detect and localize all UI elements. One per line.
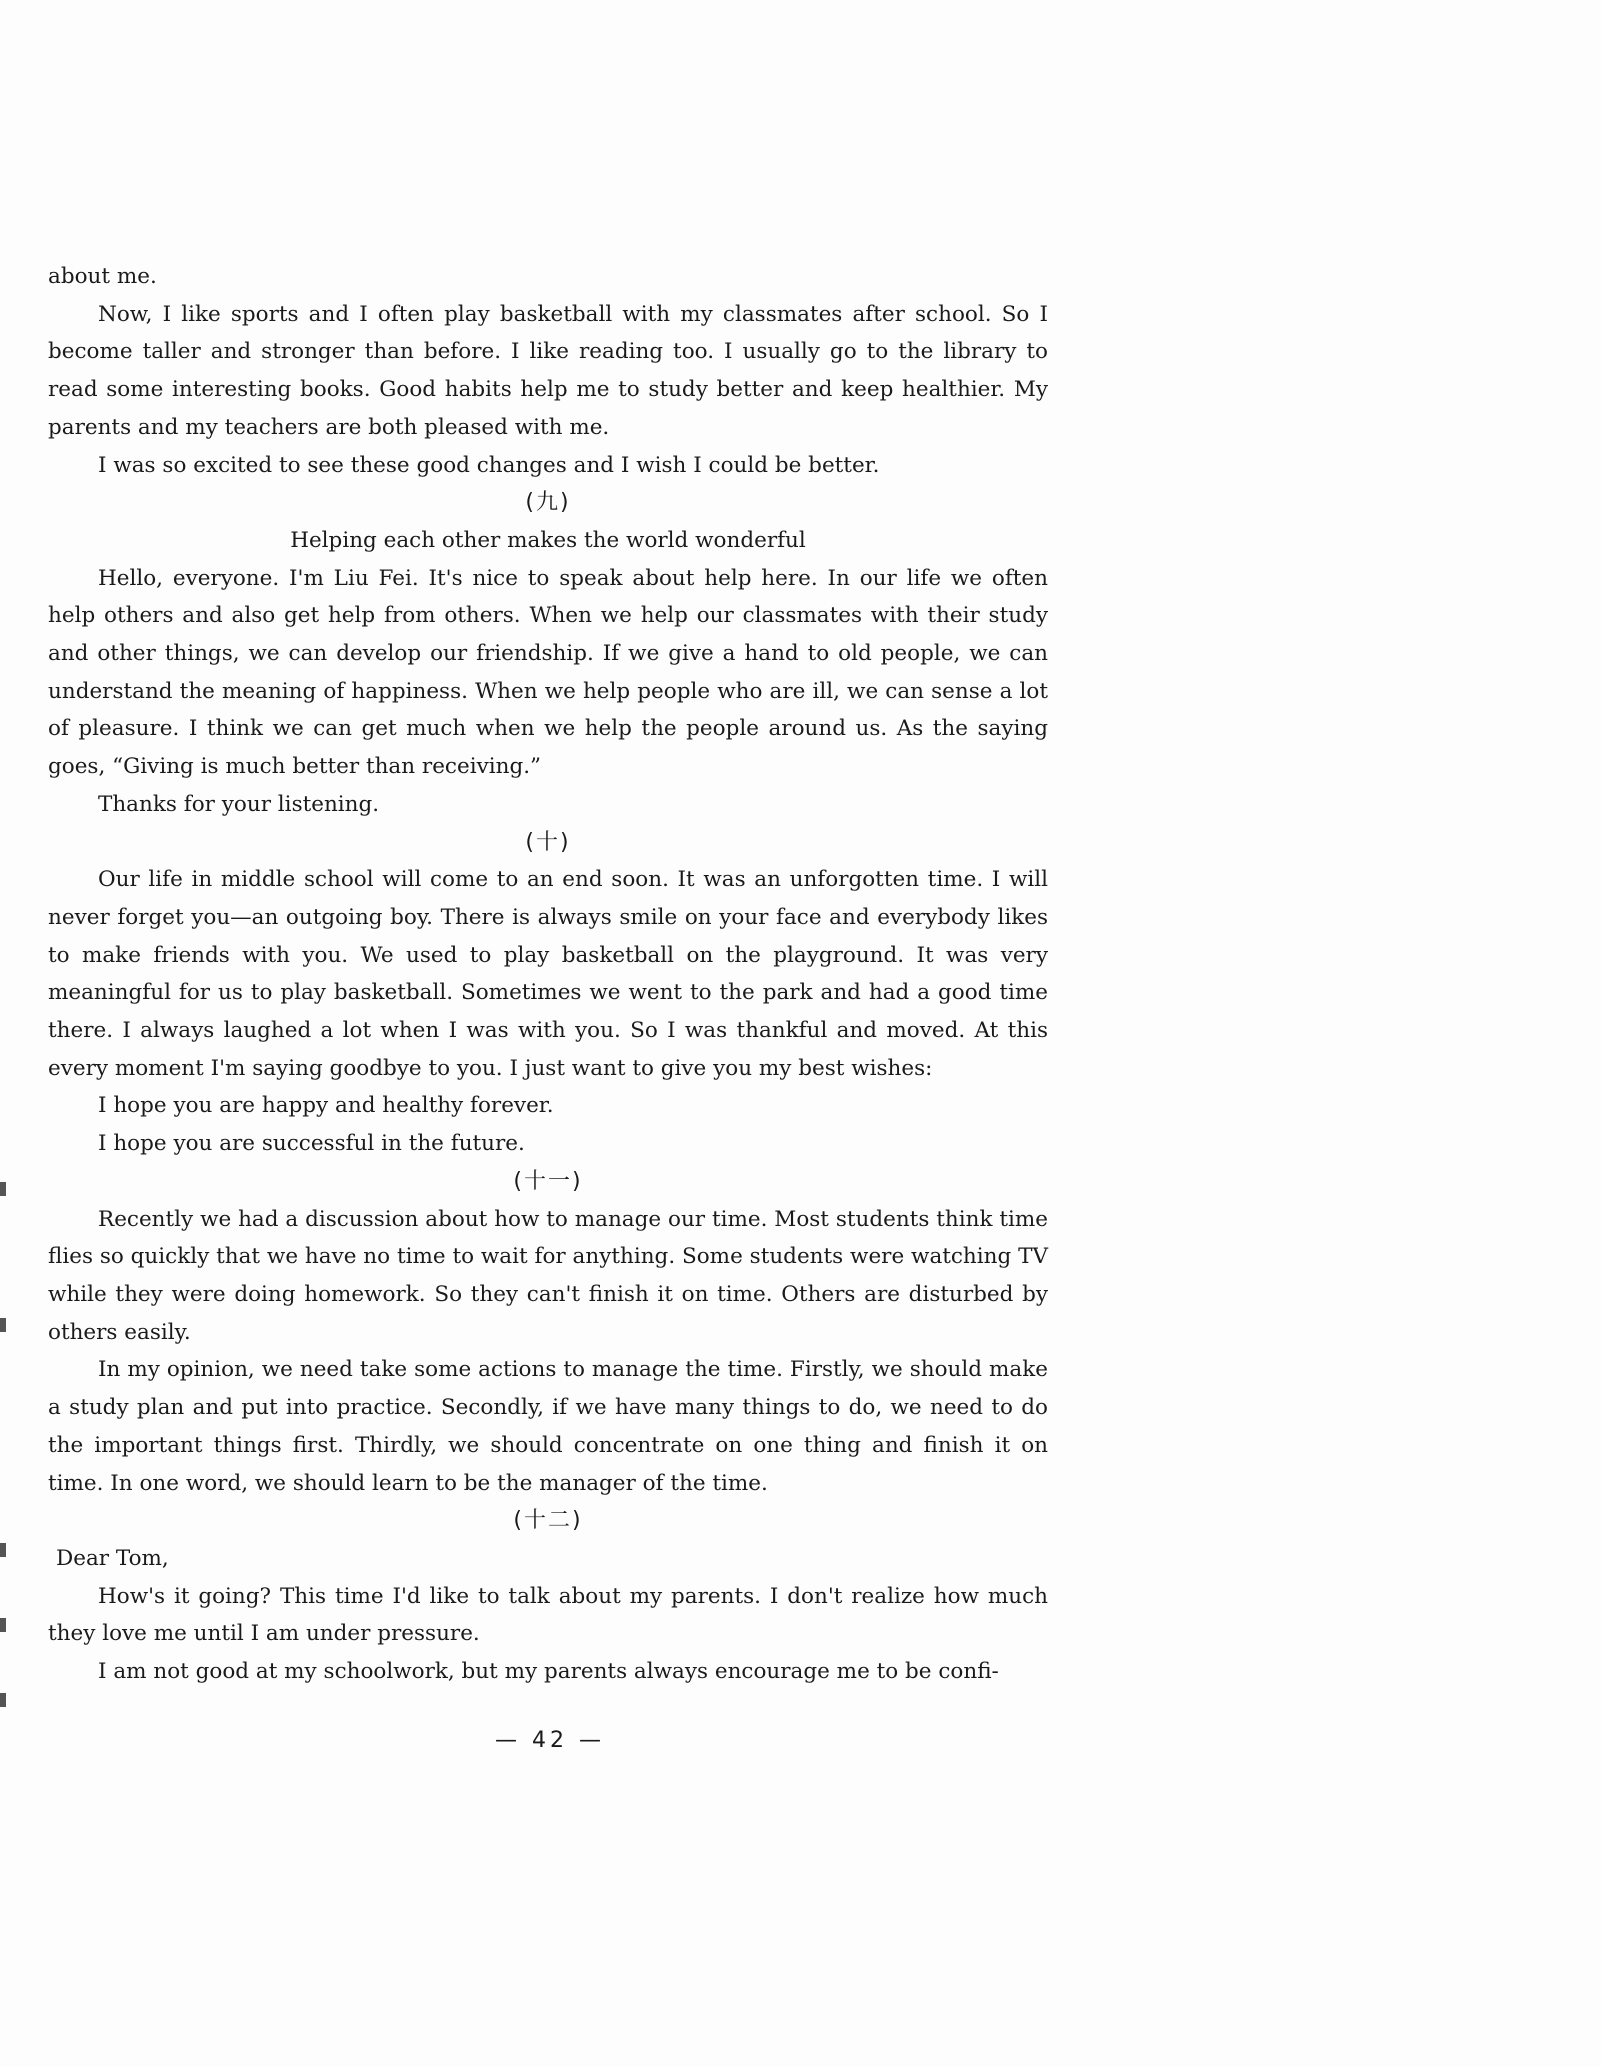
scan-edge-mark [0,1318,6,1332]
essay-title-helping: Helping each other makes the world wonderful [290,527,806,553]
section-heading-11: (十一) [513,1168,583,1194]
paragraph-time-discussion: Recently we had a discussion about how to manage our time. Most students think time flies so quickly that we have no time to wait for anything. Some students were watching TV while they were doing homework. So they can't finish it on time. Others are disturbed by others easily. [48,1206,1048,1345]
section-heading-12: (十二) [513,1508,583,1534]
paragraph-parents-love: How's it going? This time I'd like to talk about my parents. I don't realize how much they love me until I am under pressure. [48,1583,1048,1647]
paragraph-sports-reading: Now, I like sports and I often play basketball with my classmates after school. So I become taller and stronger than before. I like reading too. I usually go to the library to read some interesting books. Good habits help me to study better and keep healthier. My parents and my teachers are both pleased with me. [48,301,1048,440]
letter-salutation: Dear Tom, [56,1545,169,1571]
scan-edge-mark [0,1693,6,1707]
page-number: — 42 — [495,1728,605,1753]
scan-edge-mark [0,1618,6,1632]
section-heading-9: (九) [525,490,571,516]
paragraph-wish-healthy: I hope you are happy and healthy forever. [98,1093,554,1119]
paragraph-parents-encourage: I am not good at my schoolwork, but my parents always encourage me to be confi- [98,1659,999,1685]
paragraph-helping-others: Hello, everyone. I'm Liu Fei. It's nice to speak about help here. In our life we often help others and also get help from others. When we help our classmates with their study and other things, we can develop our friendship. If we give a hand to old people, we can understand the meaning of happiness. When we help people who are ill, we can sense a lot of pleasure. I think we can get much when we help the people around us. As the saying goes, “Giving is much better than receiving.” [48,565,1048,780]
paragraph-end-previous: about me. [48,264,157,289]
paragraph-time-opinion: In my opinion, we need take some actions to manage the time. Firstly, we should make a study plan and put into practice. Secondly, if we have many things to do, we need to do the important things first. Thirdly, we should concentrate on one thing and finish it on time. In one word, we should learn to be the manager of the time. [48,1357,1048,1496]
paragraph-wish-successful: I hope you are successful in the future. [98,1131,525,1157]
paragraph-thanks: Thanks for your listening. [98,791,380,817]
scan-edge-mark [0,1543,6,1557]
scan-edge-mark [0,1182,6,1196]
section-heading-10: (十) [525,829,571,855]
paragraph-good-changes: I was so excited to see these good changes and I wish I could be better. [98,452,880,478]
page-body [48,258,1048,1691]
paragraph-middle-school: Our life in middle school will come to an end soon. It was an unforgotten time. I will never forget you—an outgoing boy. There is always smile on your face and everybody likes to make friends with you. We used to play basketball on the playground. It was very meaningful for us to play basketball. Sometimes we went to the park and had a good time there. I always laughed a lot when I was with you. So I was thankful and moved. At this every moment I'm saying goodbye to you. I just want to give you my best wishes: [48,867,1048,1081]
